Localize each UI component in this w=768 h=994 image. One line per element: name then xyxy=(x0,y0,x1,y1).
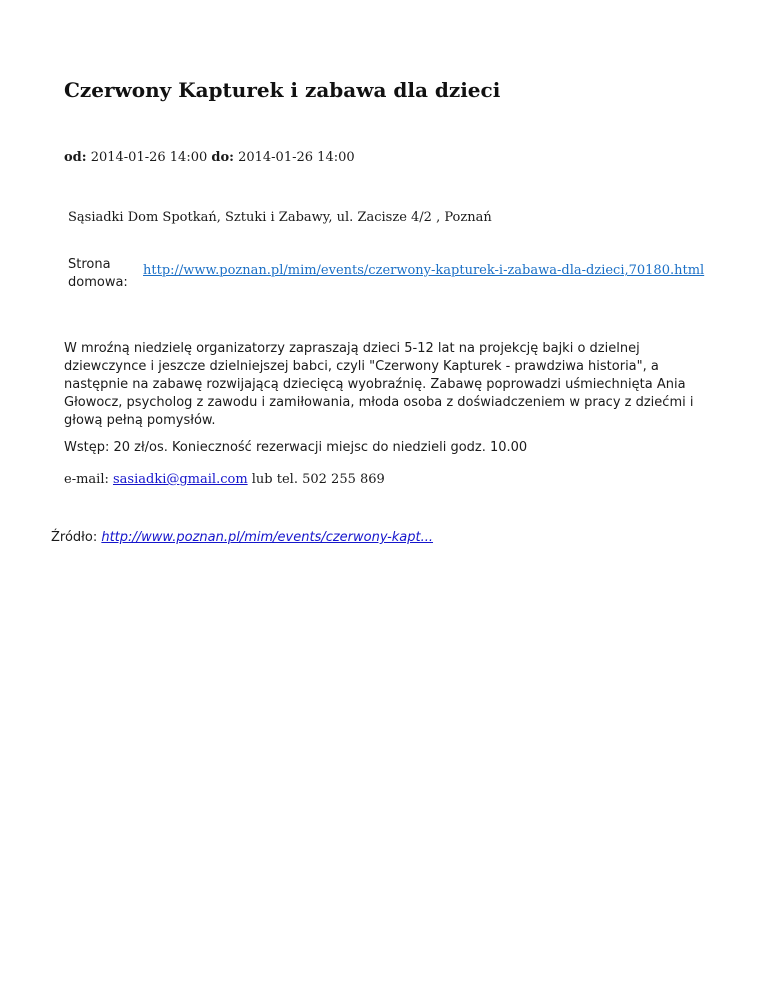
date-from-label: od: xyxy=(64,150,87,165)
source-line xyxy=(51,530,433,545)
contact-prefix: e-mail: xyxy=(64,472,113,487)
homepage-link[interactable]: http://www.poznan.pl/mim/events/czerwony-kapturek-i-zabawa-dla-dzieci,70180.html xyxy=(143,263,705,278)
event-description: W mroźną niedzielę organizatorzy zapraszają dzieci 5-12 lat na projekcję bajki o dzielnej dziewczynce i jeszcze dzielniejszej babci, czyli "Czerwony Kapturek - prawdziwa historia", a następnie na zabawę rozwijającą dziecięcą wyobraźnię. Zabawę poprowadzi uśmiechnięta Ania Głowocz, psycholog z zawodu i zamiłowania, młoda osoba z doświadczeniem w pracy z dziećmi i głową pełną pomysłów. xyxy=(64,341,694,428)
source-label: Źródło: xyxy=(51,530,102,545)
venue-address: Sąsiadki Dom Spotkań, Sztuki i Zabawy, ul. Zacisze 4/2 , Poznań xyxy=(68,210,492,225)
source-link[interactable]: http://www.poznan.pl/mim/events/czerwony-kapt... xyxy=(101,530,434,545)
email-link[interactable]: sasiadki@gmail.com xyxy=(113,472,248,487)
event-title: Czerwony Kapturek i zabawa dla dzieci xyxy=(64,78,501,102)
date-to-label: do: xyxy=(211,150,234,165)
contact-info xyxy=(64,472,385,487)
date-from-value: 2014-01-26 14:00 xyxy=(86,150,212,165)
event-dates xyxy=(64,150,355,165)
contact-phone: lub tel. 502 255 869 xyxy=(247,472,385,487)
homepage-label: Strona domowa: xyxy=(68,257,128,290)
admission-fee: Wstęp: 20 zł/os. Konieczność rezerwacji miejsc do niedzieli godz. 10.00 xyxy=(64,440,528,455)
date-to-value: 2014-01-26 14:00 xyxy=(233,150,355,165)
